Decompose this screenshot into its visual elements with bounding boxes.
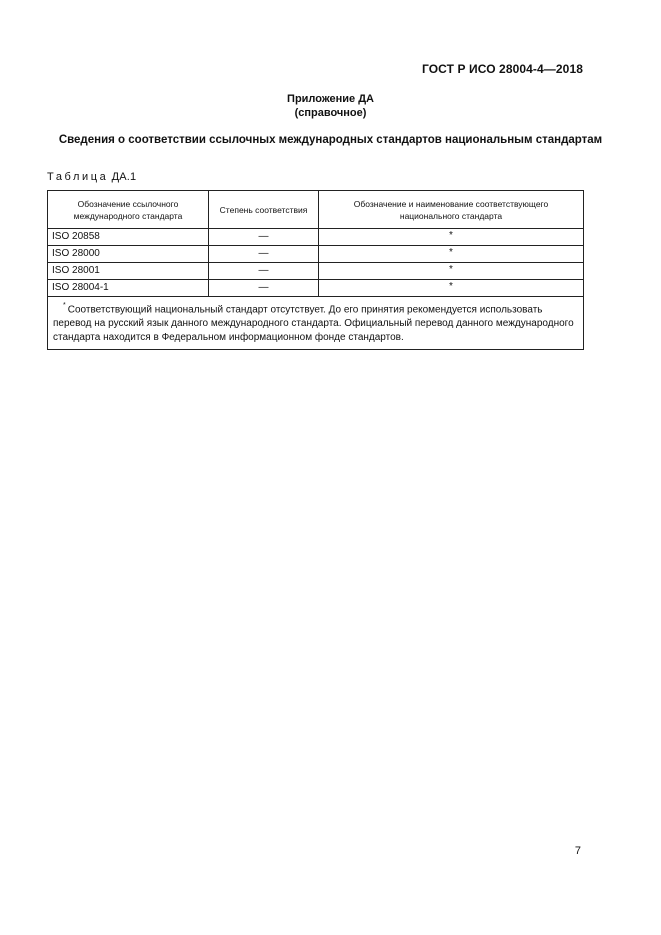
table-footnote-row (48, 297, 584, 350)
cell-national: * (319, 246, 584, 263)
header-national-standard: Обозначение и наименование соответствующего национального стандарта (319, 191, 584, 229)
table-row (48, 246, 584, 263)
table-caption-prefix: Таблица (47, 171, 109, 183)
cell-standard: ISO 20858 (48, 229, 209, 246)
cell-national: * (319, 263, 584, 280)
footnote-mark: * (63, 302, 66, 309)
cell-national: * (319, 280, 584, 297)
table-row (48, 280, 584, 297)
standards-correspondence-table (47, 190, 584, 350)
document-code: ГОСТ Р ИСО 28004-4—2018 (421, 62, 583, 76)
cell-degree: — (209, 263, 319, 280)
table-row (48, 263, 584, 280)
cell-degree: — (209, 246, 319, 263)
table-footnote (48, 297, 584, 350)
cell-standard: ISO 28001 (48, 263, 209, 280)
cell-degree: — (209, 280, 319, 297)
annex-status: (справочное) (294, 107, 367, 119)
table-caption-number: ДА.1 (111, 171, 137, 183)
page-number: 7 (574, 845, 581, 857)
table-header-row (48, 191, 584, 229)
header-degree-of-correspondence: Степень соответствия (209, 191, 319, 229)
footnote-text: Соответствующий национальный стандарт отсутствует. До его принятия рекомендуется использовать перевод на русский язык данного международного стандарта. Официальный перевод данного международного стандарта находится в Федеральном информационном фонде стандартов. (53, 304, 574, 344)
cell-standard: ISO 28004-1 (48, 280, 209, 297)
table-row (48, 229, 584, 246)
cell-degree: — (209, 229, 319, 246)
annex-heading (0, 92, 661, 120)
table-caption (47, 171, 136, 183)
cell-national: * (319, 229, 584, 246)
annex-title: Приложение ДА (287, 93, 374, 105)
section-title: Сведения о соответствии ссылочных международных стандартов национальным стандартам (58, 134, 603, 146)
header-reference-standard: Обозначение ссылочного международного стандарта (48, 191, 209, 229)
cell-standard: ISO 28000 (48, 246, 209, 263)
